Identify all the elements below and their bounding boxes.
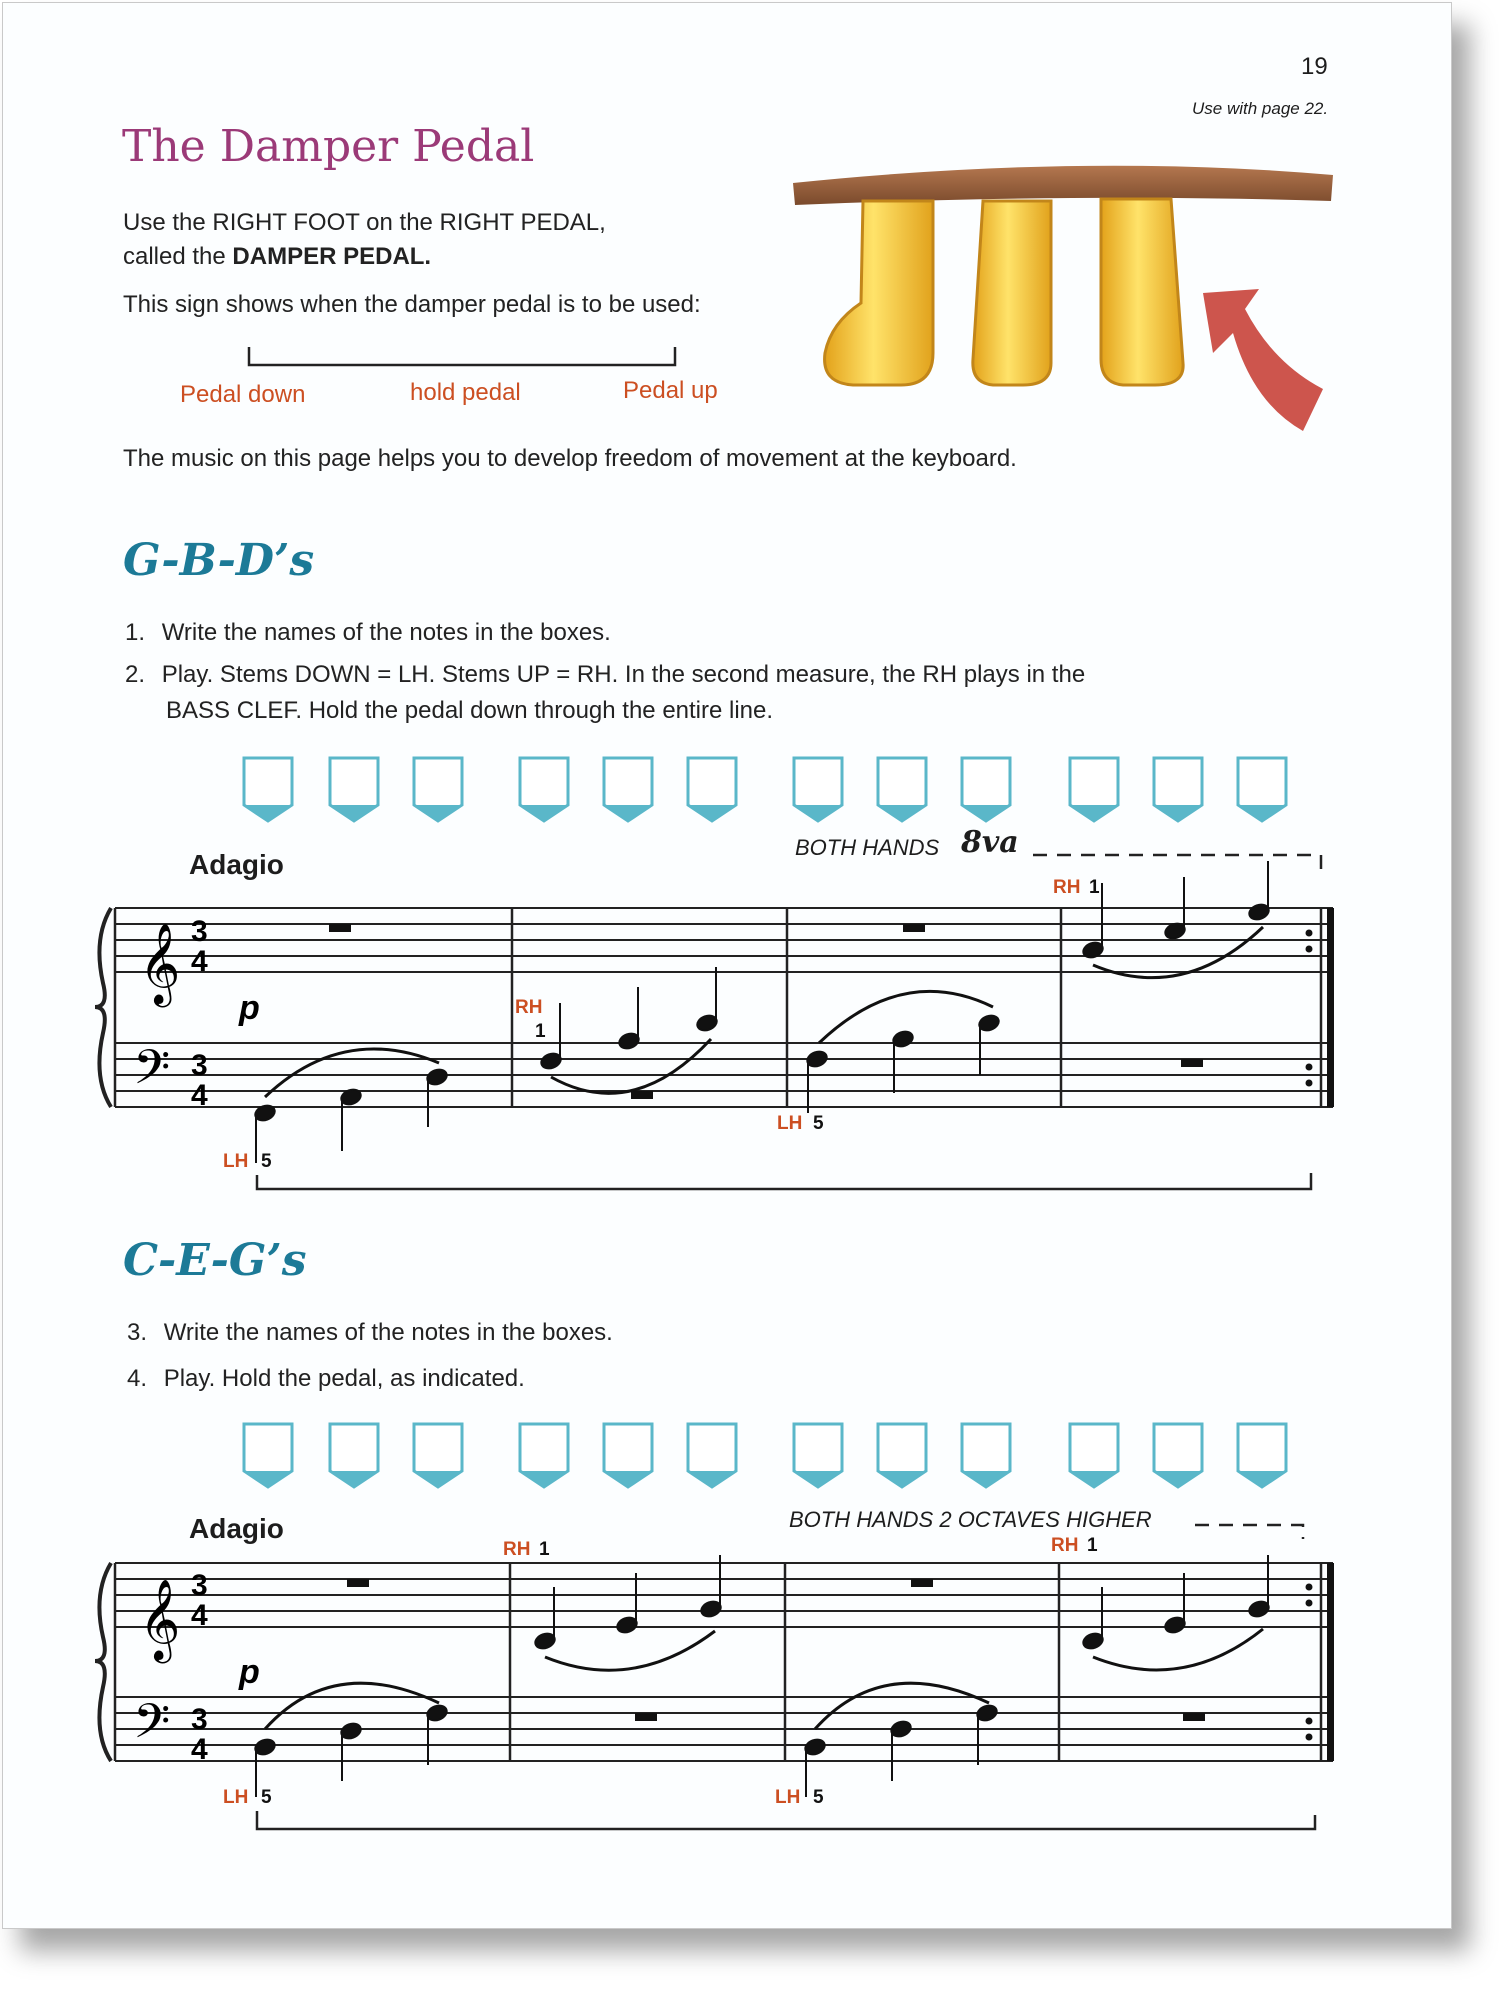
instruction-2-cont: BASS CLEF. Hold the pedal down through the entire line. bbox=[166, 697, 774, 724]
instruction-2-text: Play. Stems DOWN = LH. Stems UP = RH. In the second measure, the RH plays in the bbox=[161, 661, 1086, 688]
octave-mark-1: 8va bbox=[961, 825, 1019, 860]
time-sig-top-2: 3 bbox=[191, 1569, 208, 1602]
intro-line-2-prefix: called the bbox=[123, 243, 226, 270]
dynamic-1: p bbox=[239, 989, 260, 1027]
finger-rh-num-1b: 1 bbox=[1089, 877, 1100, 898]
octave-text-2: BOTH HANDS 2 OCTAVES HIGHER bbox=[789, 1507, 1152, 1532]
page-title: The Damper Pedal bbox=[122, 121, 535, 172]
damper-pedal-term: DAMPER PEDAL. bbox=[232, 243, 432, 270]
instruction-3-text: Write the names of the notes in the boxes. bbox=[163, 1319, 613, 1346]
hold-pedal-label: hold pedal bbox=[410, 379, 521, 406]
time-sig-bottom-2: 4 bbox=[191, 1599, 208, 1632]
finger-lh-hand-2: LH bbox=[223, 1787, 249, 1808]
time-sig-bottom-1: 4 bbox=[191, 945, 208, 978]
finger-lh-num-1b: 5 bbox=[813, 1113, 824, 1134]
instruction-1-number: 1. bbox=[125, 619, 146, 646]
tempo-2: Adagio bbox=[189, 1513, 284, 1544]
finger-rh-num-1: 1 bbox=[535, 1021, 546, 1042]
section-1-title: G-B-D’s bbox=[123, 535, 315, 586]
time-sig-top-2b: 3 bbox=[191, 1703, 208, 1736]
tempo-1: Adagio bbox=[189, 849, 284, 880]
finger-lh-hand-2b: LH bbox=[775, 1787, 801, 1808]
finger-lh-hand-1: LH bbox=[223, 1151, 249, 1172]
treble-clef-icon: 𝄞 bbox=[139, 924, 181, 1002]
instruction-1-text: Write the names of the notes in the boxes. bbox=[161, 619, 611, 646]
pedal-down-label: Pedal down bbox=[180, 381, 306, 408]
finger-rh-hand-2: RH bbox=[503, 1539, 531, 1560]
finger-rh-num-2: 1 bbox=[539, 1539, 550, 1560]
finger-lh-num-2: 5 bbox=[261, 1787, 272, 1808]
finger-rh-num-2b: 1 bbox=[1087, 1535, 1098, 1556]
time-sig-top-1b: 3 bbox=[191, 1049, 208, 1082]
finger-rh-hand-2b: RH bbox=[1051, 1535, 1079, 1556]
bass-clef-icon: 𝄢 bbox=[133, 1695, 171, 1760]
time-sig-bottom-1b: 4 bbox=[191, 1079, 208, 1112]
time-sig-top-1: 3 bbox=[191, 915, 208, 948]
finger-lh-num-2b: 5 bbox=[813, 1787, 824, 1808]
freedom-text: The music on this page helps you to develop freedom of movement at the keyboard. bbox=[123, 445, 1017, 472]
page-number: 19 bbox=[1301, 53, 1328, 80]
finger-rh-hand-1b: RH bbox=[1053, 877, 1081, 898]
treble-clef-icon: 𝄞 bbox=[139, 1580, 181, 1658]
music-staff-2 bbox=[3, 3, 1453, 1933]
instruction-4-text: Play. Hold the pedal, as indicated. bbox=[163, 1365, 525, 1392]
workbook-page bbox=[2, 2, 1452, 1929]
time-sig-bottom-2b: 4 bbox=[191, 1733, 208, 1766]
octave-text-1: BOTH HANDS bbox=[795, 835, 940, 860]
bass-clef-icon: 𝄢 bbox=[133, 1041, 171, 1106]
finger-rh-hand-1: RH bbox=[515, 997, 543, 1018]
finger-lh-hand-1b: LH bbox=[777, 1113, 803, 1134]
sign-text: This sign shows when the damper pedal is to be used: bbox=[123, 291, 701, 318]
intro-line-1: Use the RIGHT FOOT on the RIGHT PEDAL, bbox=[123, 209, 606, 236]
use-with-note: Use with page 22. bbox=[1192, 99, 1329, 118]
instruction-4-number: 4. bbox=[127, 1365, 148, 1392]
finger-lh-num-1: 5 bbox=[261, 1151, 272, 1172]
instruction-3-number: 3. bbox=[127, 1319, 148, 1346]
section-2-title: C-E-G’s bbox=[123, 1235, 307, 1286]
instruction-2-number: 2. bbox=[125, 661, 146, 688]
dynamic-2: p bbox=[239, 1653, 260, 1691]
pedal-up-label: Pedal up bbox=[623, 377, 718, 404]
